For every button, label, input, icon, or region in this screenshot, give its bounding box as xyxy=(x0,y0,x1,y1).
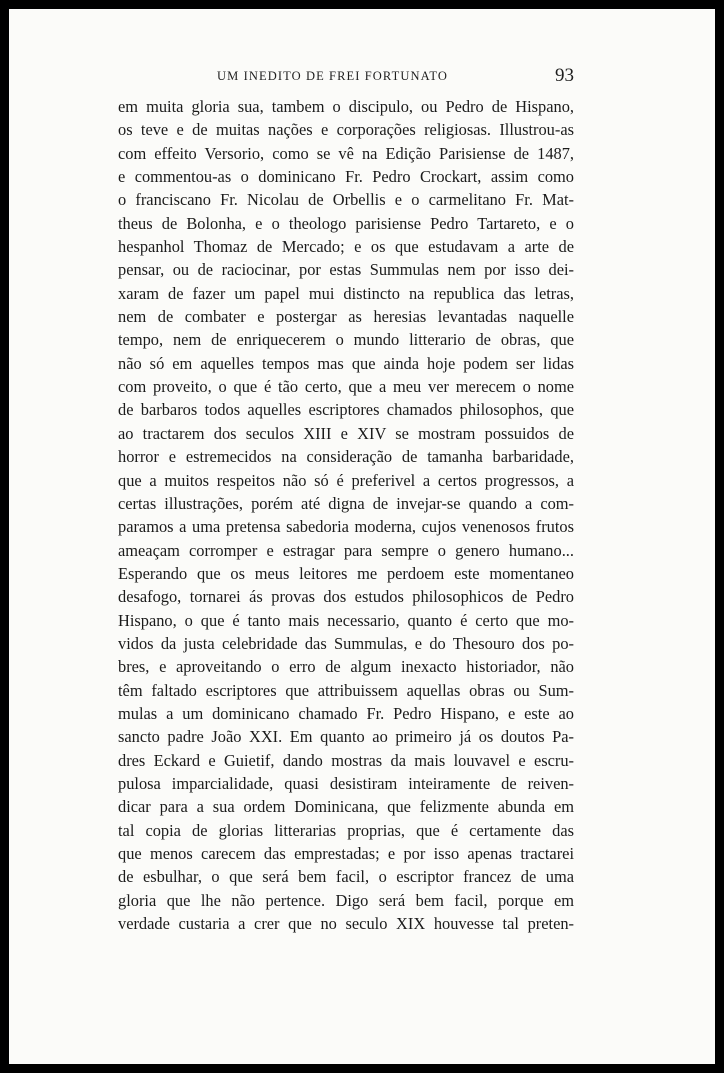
text-line: Hispano, o que é tanto mais necessario, quanto é certo que mo- xyxy=(118,610,574,630)
text-line: bres, e aproveitando o erro de algum inexacto historiador, não xyxy=(118,657,574,677)
page-header xyxy=(9,67,715,91)
text-line: pulosa imparcialidade, quasi desistiram inteiramente de reiven- xyxy=(118,773,574,793)
text-line: com proveito, o que é tão certo, que a meu ver merecem o nome xyxy=(118,377,574,397)
text-line: nem de combater e postergar as heresias levantadas naquelle xyxy=(118,307,574,327)
text-line: não só em aquelles tempos mas que ainda hoje podem ser lidas xyxy=(118,353,574,373)
text-line: xaram de fazer um papel mui distincto na republica das letras, xyxy=(118,283,574,303)
text-line: de barbaros todos aquelles escriptores chamados philosophos, que xyxy=(118,400,574,420)
text-line: com effeito Versorio, como se vê na Edição Parisiense de 1487, xyxy=(118,143,574,163)
body-text xyxy=(118,95,574,935)
text-line: gloria que lhe não pertence. Digo será bem facil, porque em xyxy=(118,890,574,910)
text-line: que a muitos respeitos não só é preferivel a certos progressos, a xyxy=(118,470,574,490)
text-line: dres Eckard e Guietif, dando mostras da mais louvavel e escru- xyxy=(118,750,574,770)
text-line: que menos carecem das emprestadas; e por isso apenas tractarei xyxy=(118,844,574,863)
text-line: o franciscano Fr. Nicolau de Orbellis e o carmelitano Fr. Mat- xyxy=(118,190,574,210)
text-line: e commentou-as o dominicano Fr. Pedro Crockart, assim como xyxy=(118,167,574,187)
text-line: hespanhol Thomaz de Mercado; e os que estudavam a arte de xyxy=(118,237,574,257)
page-number: 93 xyxy=(555,65,574,86)
text-line: sancto padre João XXI. Em quanto ao primeiro já os doutos Pa- xyxy=(118,727,574,747)
text-line: ao tractarem dos seculos XIII e XIV se mostram possuidos de xyxy=(118,423,574,443)
running-title: UM INEDITO DE FREI FORTUNATO xyxy=(217,69,448,83)
text-line: vidos da justa celebridade das Summulas, e do Thesouro dos po- xyxy=(118,633,574,653)
text-line: pensar, ou de raciocinar, por estas Summulas nem por isso dei- xyxy=(118,260,574,280)
text-line: desafogo, tornarei ás provas dos estudos philosophicos de Pedro xyxy=(118,587,574,607)
text-line: paramos a uma pretensa sabedoria moderna, cujos venenosos frutos xyxy=(118,517,574,537)
text-line: theus de Bolonha, e o theologo parisiense Pedro Tartareto, e o xyxy=(118,213,574,233)
text-line: certas illustrações, porém até digna de invejar-se quando a com- xyxy=(118,493,574,513)
text-line: Esperando que os meus leitores me perdoem este momentaneo xyxy=(118,563,574,583)
text-line: dicar para a sua ordem Dominicana, que felizmente abunda em xyxy=(118,797,574,817)
text-line: os teve e de muitas nações e corporações religiosas. Illustrou-as xyxy=(118,120,574,140)
text-line: ameaçam corromper e estragar para sempre o genero humano... xyxy=(118,540,574,560)
text-line: de esbulhar, o que será bem facil, o escriptor francez de uma xyxy=(118,867,574,887)
book-page xyxy=(9,9,715,1064)
text-line: horror e estremecidos na consideração de tamanha barbaridade, xyxy=(118,447,574,467)
text-line: tal copia de glorias litterarias proprias, que é certamente das xyxy=(118,820,574,840)
text-line: em muita gloria sua, tambem o discipulo, ou Pedro de Hispano, xyxy=(118,97,574,116)
text-line: verdade custaria a crer que no seculo XIX houvesse tal preten- xyxy=(118,914,574,934)
text-line: mulas a um dominicano chamado Fr. Pedro Hispano, e este ao xyxy=(118,703,574,723)
text-line: tempo, nem de enriquecerem o mundo litterario de obras, que xyxy=(118,330,574,350)
text-line: têm faltado escriptores que attribuissem aquellas obras ou Sum- xyxy=(118,680,574,700)
